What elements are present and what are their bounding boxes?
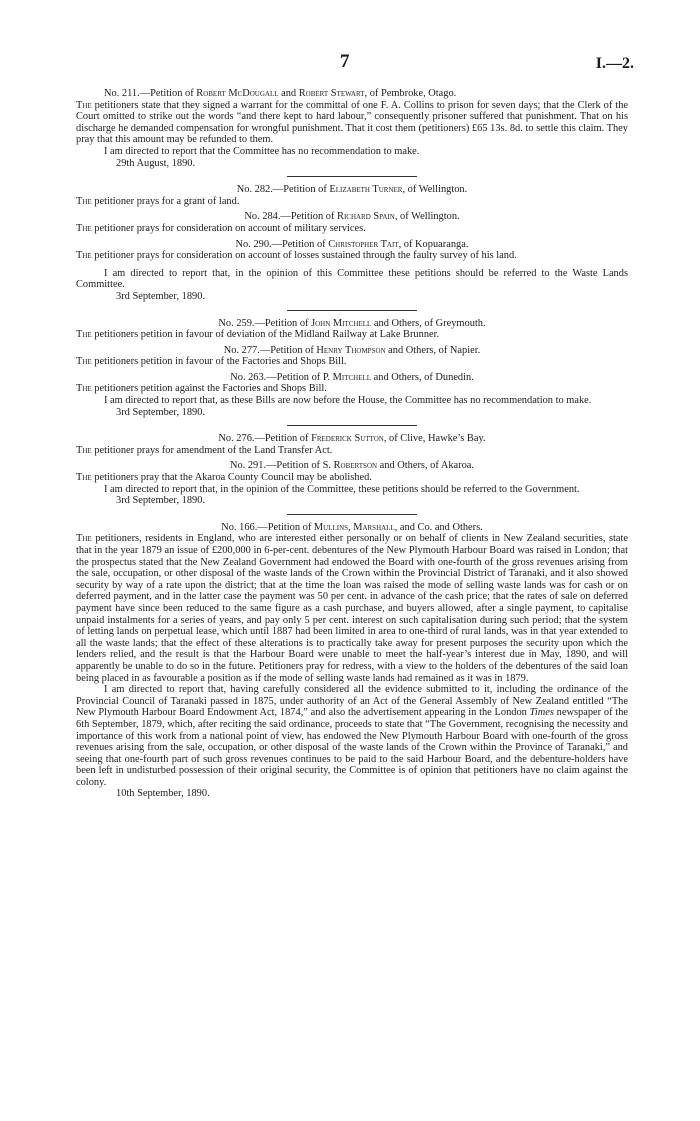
petition-body bbox=[76, 329, 628, 341]
title-text: and Co. and Others. bbox=[397, 521, 483, 533]
petitioner-name: Christopher Tait bbox=[328, 238, 399, 250]
title-text: , of Wellington. bbox=[394, 211, 460, 223]
title-text: No. 284.—Petition of bbox=[244, 211, 338, 223]
title-text: No. 259.—Petition of bbox=[218, 317, 312, 329]
body-text: petitioners petition in favour of deviation of the Midland Railway at Lake Brunner. bbox=[91, 329, 440, 341]
petition-title bbox=[76, 88, 628, 100]
section-divider bbox=[287, 176, 417, 177]
petition-title bbox=[76, 460, 628, 472]
petition-276 bbox=[76, 433, 628, 456]
petition-body bbox=[76, 223, 628, 235]
petitioner-name: Richard Spain bbox=[337, 211, 395, 223]
lead-word: The bbox=[76, 195, 92, 207]
section-divider bbox=[287, 514, 417, 515]
lead-word: The bbox=[76, 444, 92, 456]
report-text: newspaper of the 6th September, 1879, which, after reciting the said ordinance, proceeds to state that “The Government, recognising the necessity and importance of this work from a national point of view, has endowed the New Plymouth Harbour Board with one-fourth of the gross revenues arising from the sale, occupation, or other disposal of the waste lands of the Crown within the Province of Taranaki,” and seeing that one-fourth part of such gross revenues continues to be paid to the said Harbour Board, and the debenture-holders have been left in undisturbed possession of their original security, the Committee is of opinion that petitioners have no claim against the colony. bbox=[76, 707, 628, 788]
petition-body bbox=[76, 383, 628, 395]
petition-282 bbox=[76, 184, 628, 207]
petitioner-name: Robert Stewart bbox=[298, 88, 365, 99]
petition-title bbox=[76, 211, 628, 223]
title-text: and Others, of Akaroa. bbox=[377, 460, 475, 472]
lead-word: The bbox=[76, 472, 92, 484]
petition-body bbox=[76, 472, 628, 484]
petitioner-name: Frederick Sutton bbox=[311, 433, 384, 445]
body-text: petitioner prays for consideration on account of military services. bbox=[91, 222, 366, 234]
lead-word: The bbox=[76, 250, 92, 262]
title-text: No. 211.—Petition of bbox=[104, 88, 197, 99]
section-divider bbox=[287, 425, 417, 426]
committee-report: I am directed to report that the Committee has no recommendation to make. bbox=[104, 145, 420, 157]
lead-word: The bbox=[76, 222, 92, 234]
petition-title bbox=[76, 184, 628, 196]
title-text: No. 282.—Petition of bbox=[236, 184, 330, 196]
title-text: No. 291.—Petition of S. bbox=[229, 460, 334, 472]
body-text: petitioners petition in favour of the Factories and Shops Bill. bbox=[91, 356, 347, 368]
body-text: petitioners, residents in England, who are interested either personally or on behalf of clients in New Zealand securities, state that in the year 1879 an issue of £200,000 in 6-per-cent. debentures of the New Plymouth Harbour Board was raised in London; that the prospectus stated that the New Zealand Government had endowed the Board with one-fourth of the gross revenues arising from the sale, occupation, or other disposal of the waste lands of the Crown within the Provincial District of Taranaki, and it also showed security by way of a rate upon the district; that at the time the loan was raised the mode of selling waste lands was for cash or on deferred payment, and in the latter case the payment was 50 per cent. in advance of the cash price; that the rates of sale on deferred payment have since been reduced to the same figure as a cash purchase, and buyers allowed, after a single payment, to capitalise unpaid instalments for a series of years, and pay only 5 per cent. interest on such capitalisation during such period; that the system of letting lands on perpetual lease, which until 1887 had been limited in area to one-third of rural lands, was in that year extended to all the waste lands; that the effect of these alterations is to practically take away for present purposes the security upon which the lenders relied, and the result is that the Harbour Board were unable to meet the half-year’s interest due in May, 1890, and will apparently be unable to do so in the future. Petitioners pray for redress, with a view to the holders of the debentures of the said loan being placed in as favourable a position as if the mode of selling waste lands had remained as it was in 1879. bbox=[76, 533, 628, 684]
page-header bbox=[76, 51, 634, 86]
petitioner-name: Mullins, Marshall, bbox=[313, 521, 398, 533]
lead-word: The bbox=[76, 383, 92, 395]
report-date: 3rd September, 1890. bbox=[116, 406, 206, 418]
body-text: petitioners state that they signed a warrant for the committal of one F. A. Collins to prison for seven days; that the Clerk of the Court omitted to strike out the words “and there kept to hard labour,” consequently prisoner suffered that punishment. That on his discharge he demanded compensation for wrongful punishment. That it cost them (petitioners) £65 13s. 8d. to settle this claim. They pray that this amount may be refunded to them. bbox=[76, 99, 628, 146]
document-page bbox=[76, 51, 634, 800]
petition-title bbox=[76, 372, 628, 384]
petition-body bbox=[76, 100, 628, 146]
title-text: No. 263.—Petition of P. bbox=[230, 371, 333, 383]
petition-title bbox=[76, 318, 628, 330]
body-text: petitioners pray that the Akaroa County Council may be abolished. bbox=[91, 472, 372, 484]
petition-title bbox=[76, 345, 628, 357]
title-text: and Others, of Dunedin. bbox=[371, 371, 474, 383]
lead-word: The bbox=[76, 356, 92, 368]
petition-290 bbox=[76, 239, 628, 303]
petition-291 bbox=[76, 460, 628, 506]
page-number: 7 bbox=[340, 51, 350, 72]
report-date: 29th August, 1890. bbox=[116, 157, 196, 169]
title-text: and bbox=[278, 88, 299, 99]
petition-166 bbox=[76, 522, 628, 800]
title-text: , of Kopuaranga. bbox=[398, 238, 469, 250]
title-text: No. 276.—Petition of bbox=[218, 433, 312, 445]
petition-284 bbox=[76, 211, 628, 234]
petition-body bbox=[76, 196, 628, 208]
petitioner-name: Robert McDougall bbox=[196, 88, 279, 99]
petitioner-name: Mitchell bbox=[332, 371, 372, 383]
title-text: , of Wellington. bbox=[402, 184, 468, 196]
report-text: I am directed to report that, having carefully considered all the evidence submitted to it, including the ordinance of the Provincial Council of Taranaki passed in 1875, under authority of an Act of the General Assembly of New Zealand entitled “The New Plymouth Harbour Board Endowment Act, 1874,” and also the advertisement appearing in the London bbox=[76, 684, 628, 719]
title-text: No. 290.—Petition of bbox=[235, 238, 329, 250]
petition-body bbox=[76, 445, 628, 457]
petition-body bbox=[76, 250, 628, 262]
title-text: No. 166.—Petition of bbox=[221, 521, 314, 533]
petition-title bbox=[76, 522, 628, 534]
petition-body bbox=[76, 356, 628, 368]
petition-title bbox=[76, 433, 628, 445]
title-text: No. 277.—Petition of bbox=[223, 344, 317, 356]
document-reference: I.—2. bbox=[595, 55, 634, 72]
newspaper-title: Times bbox=[529, 707, 554, 719]
lead-word: The bbox=[76, 99, 92, 111]
title-text: , of Clive, Hawke’s Bay. bbox=[383, 433, 486, 445]
petitioner-name: John Mitchell bbox=[311, 317, 372, 329]
report-date: 3rd September, 1890. bbox=[116, 495, 206, 507]
title-text: , of Pembroke, Otago. bbox=[364, 88, 457, 99]
body-text: petitioners petition against the Factories and Shops Bill. bbox=[91, 383, 327, 395]
lead-word: The bbox=[76, 533, 92, 545]
petition-277 bbox=[76, 345, 628, 368]
body-text: petitioner prays for a grant of land. bbox=[91, 195, 240, 207]
committee-report: I am directed to report that, as these Bills are now before the House, the Committee has no recommendation to make. bbox=[104, 395, 592, 407]
report-date: 10th September, 1890. bbox=[116, 788, 210, 800]
petition-body bbox=[76, 533, 628, 684]
title-text: and Others, of Napier. bbox=[385, 344, 481, 356]
petition-259 bbox=[76, 318, 628, 341]
section-divider bbox=[287, 310, 417, 311]
committee-report: I am directed to report that, in the opinion of the Committee, these petitions should be referred to the Government. bbox=[104, 483, 580, 495]
lead-word: The bbox=[76, 329, 92, 341]
petition-title bbox=[76, 239, 628, 251]
petitioner-name: Robertson bbox=[333, 460, 378, 472]
committee-report bbox=[76, 684, 628, 788]
committee-report: I am directed to report that, in the opinion of this Committee these petitions should be referred to the Waste Lands Committee. bbox=[76, 267, 628, 291]
body-text: petitioner prays for consideration on account of losses sustained through the faulty survey of his land. bbox=[91, 250, 517, 262]
petitioner-name: Henry Thompson bbox=[316, 344, 386, 356]
petition-211 bbox=[76, 88, 628, 169]
report-date: 3rd September, 1890. bbox=[116, 290, 206, 302]
petition-263 bbox=[76, 372, 628, 418]
petitioner-name: Elizabeth Turner bbox=[329, 184, 403, 196]
body-text: petitioner prays for amendment of the Land Transfer Act. bbox=[91, 444, 333, 456]
title-text: and Others, of Greymouth. bbox=[371, 317, 486, 329]
